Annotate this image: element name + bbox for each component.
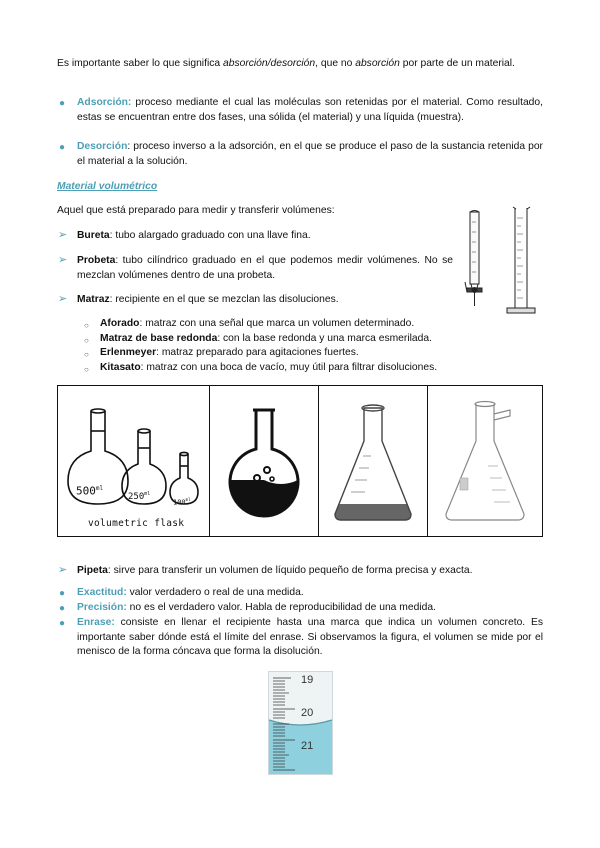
def-precision: Precisión: no es el verdadero valor. Habla de reproducibilidad de una medida. xyxy=(77,602,436,613)
arrow-bullet-icon: ➢ xyxy=(58,293,68,305)
subitem-base-redonda: Matraz de base redonda: con la base redonda y una marca esmerilada. xyxy=(100,333,432,344)
figure-caption: volumetric flask xyxy=(88,518,185,529)
meniscus-label-20: 20 xyxy=(301,707,314,719)
subitem-aforado: Aforado: matraz con una señal que marca un volumen determinado. xyxy=(100,318,415,329)
kitasato-flask-drawing xyxy=(428,386,541,535)
figure-kitasato-flask xyxy=(427,385,543,537)
volumetric-flasks-drawing xyxy=(58,386,209,535)
circle-bullet-icon: ○ xyxy=(84,336,89,345)
subitem-erlenmeyer: Erlenmeyer: matraz preparado para agitaciones fuertes. xyxy=(100,347,359,358)
section-intro: Aquel que está preparado para medir y transferir volúmenes: xyxy=(57,205,335,216)
def-desorcion: Desorción: proceso inverso a la adsorción, en el que se produce el paso de la sustancia retenida por el material a la solución. xyxy=(77,141,543,167)
subitem-kitasato: Kitasato: matraz con una boca de vacío, muy útil para filtrar disoluciones. xyxy=(100,362,438,373)
intro-paragraph: Es importante saber lo que significa absorción/desorción, que no absorción por parte de un material. xyxy=(57,58,515,69)
graduated-cylinder-drawing xyxy=(507,207,535,313)
def-enrase: Enrase: consiste en llenar el recipiente hasta una marca que indica un volumen concreto. Es importante saber dónde está el límite del enrase. Si observamos la figura, el volumen se mide por el menisco de la forma cóncava que forma la disolución. xyxy=(77,617,543,657)
circle-bullet-icon: ○ xyxy=(84,365,89,374)
flask-label-500: $500^{ml}$ xyxy=(76,484,104,498)
bullet-icon: ● xyxy=(59,618,66,629)
def-exactitud: Exactitud: valor verdadero o real de una medida. xyxy=(77,587,304,598)
figure-volumetric-flask xyxy=(57,385,211,537)
bullet-icon: ● xyxy=(59,98,66,109)
def-adsorcion: Adsorción: proceso mediante el cual las moléculas son retenidas por el material. Como resultado, estas se encuentran entre dos fases, una sólida (el material) y una líquida (muestra). xyxy=(77,97,543,123)
burette-cylinder-illustration xyxy=(455,202,550,320)
arrow-bullet-icon: ➢ xyxy=(58,254,68,266)
section-title: Material volumétrico xyxy=(57,181,158,192)
flask-label-100: $100^{ml}$ xyxy=(173,497,191,507)
circle-bullet-icon: ○ xyxy=(84,321,89,330)
bullet-icon: ● xyxy=(59,603,66,614)
meniscus-label-19: 19 xyxy=(301,674,314,686)
figure-round-bottom-flask xyxy=(209,385,320,537)
item-pipeta: Pipeta: sirve para transferir un volumen de líquido pequeño de forma precisa y exacta. xyxy=(77,565,473,576)
arrow-bullet-icon: ➢ xyxy=(58,229,68,241)
arrow-bullet-icon: ➢ xyxy=(58,564,68,576)
round-bottom-flask-drawing xyxy=(210,386,318,535)
meniscus-label-21: 21 xyxy=(301,740,314,752)
flask-label-250: $250^{ml}$ xyxy=(128,491,151,502)
item-bureta: Bureta: tubo alargado graduado con una llave fina. xyxy=(77,230,311,241)
circle-bullet-icon: ○ xyxy=(84,350,89,359)
bullet-icon: ● xyxy=(59,588,66,599)
burette-drawing xyxy=(465,211,482,307)
bullet-icon: ● xyxy=(59,142,66,153)
meniscus-figure xyxy=(268,671,333,775)
item-matraz: Matraz: recipiente en el que se mezclan las disoluciones. xyxy=(77,294,339,305)
item-probeta: Probeta: tubo cilíndrico graduado en el que podemos medir volúmenes. No se mezclan volúmenes dentro de una probeta. xyxy=(77,255,453,281)
erlenmeyer-flask-drawing xyxy=(319,386,427,535)
figure-erlenmeyer-flask xyxy=(318,385,429,537)
